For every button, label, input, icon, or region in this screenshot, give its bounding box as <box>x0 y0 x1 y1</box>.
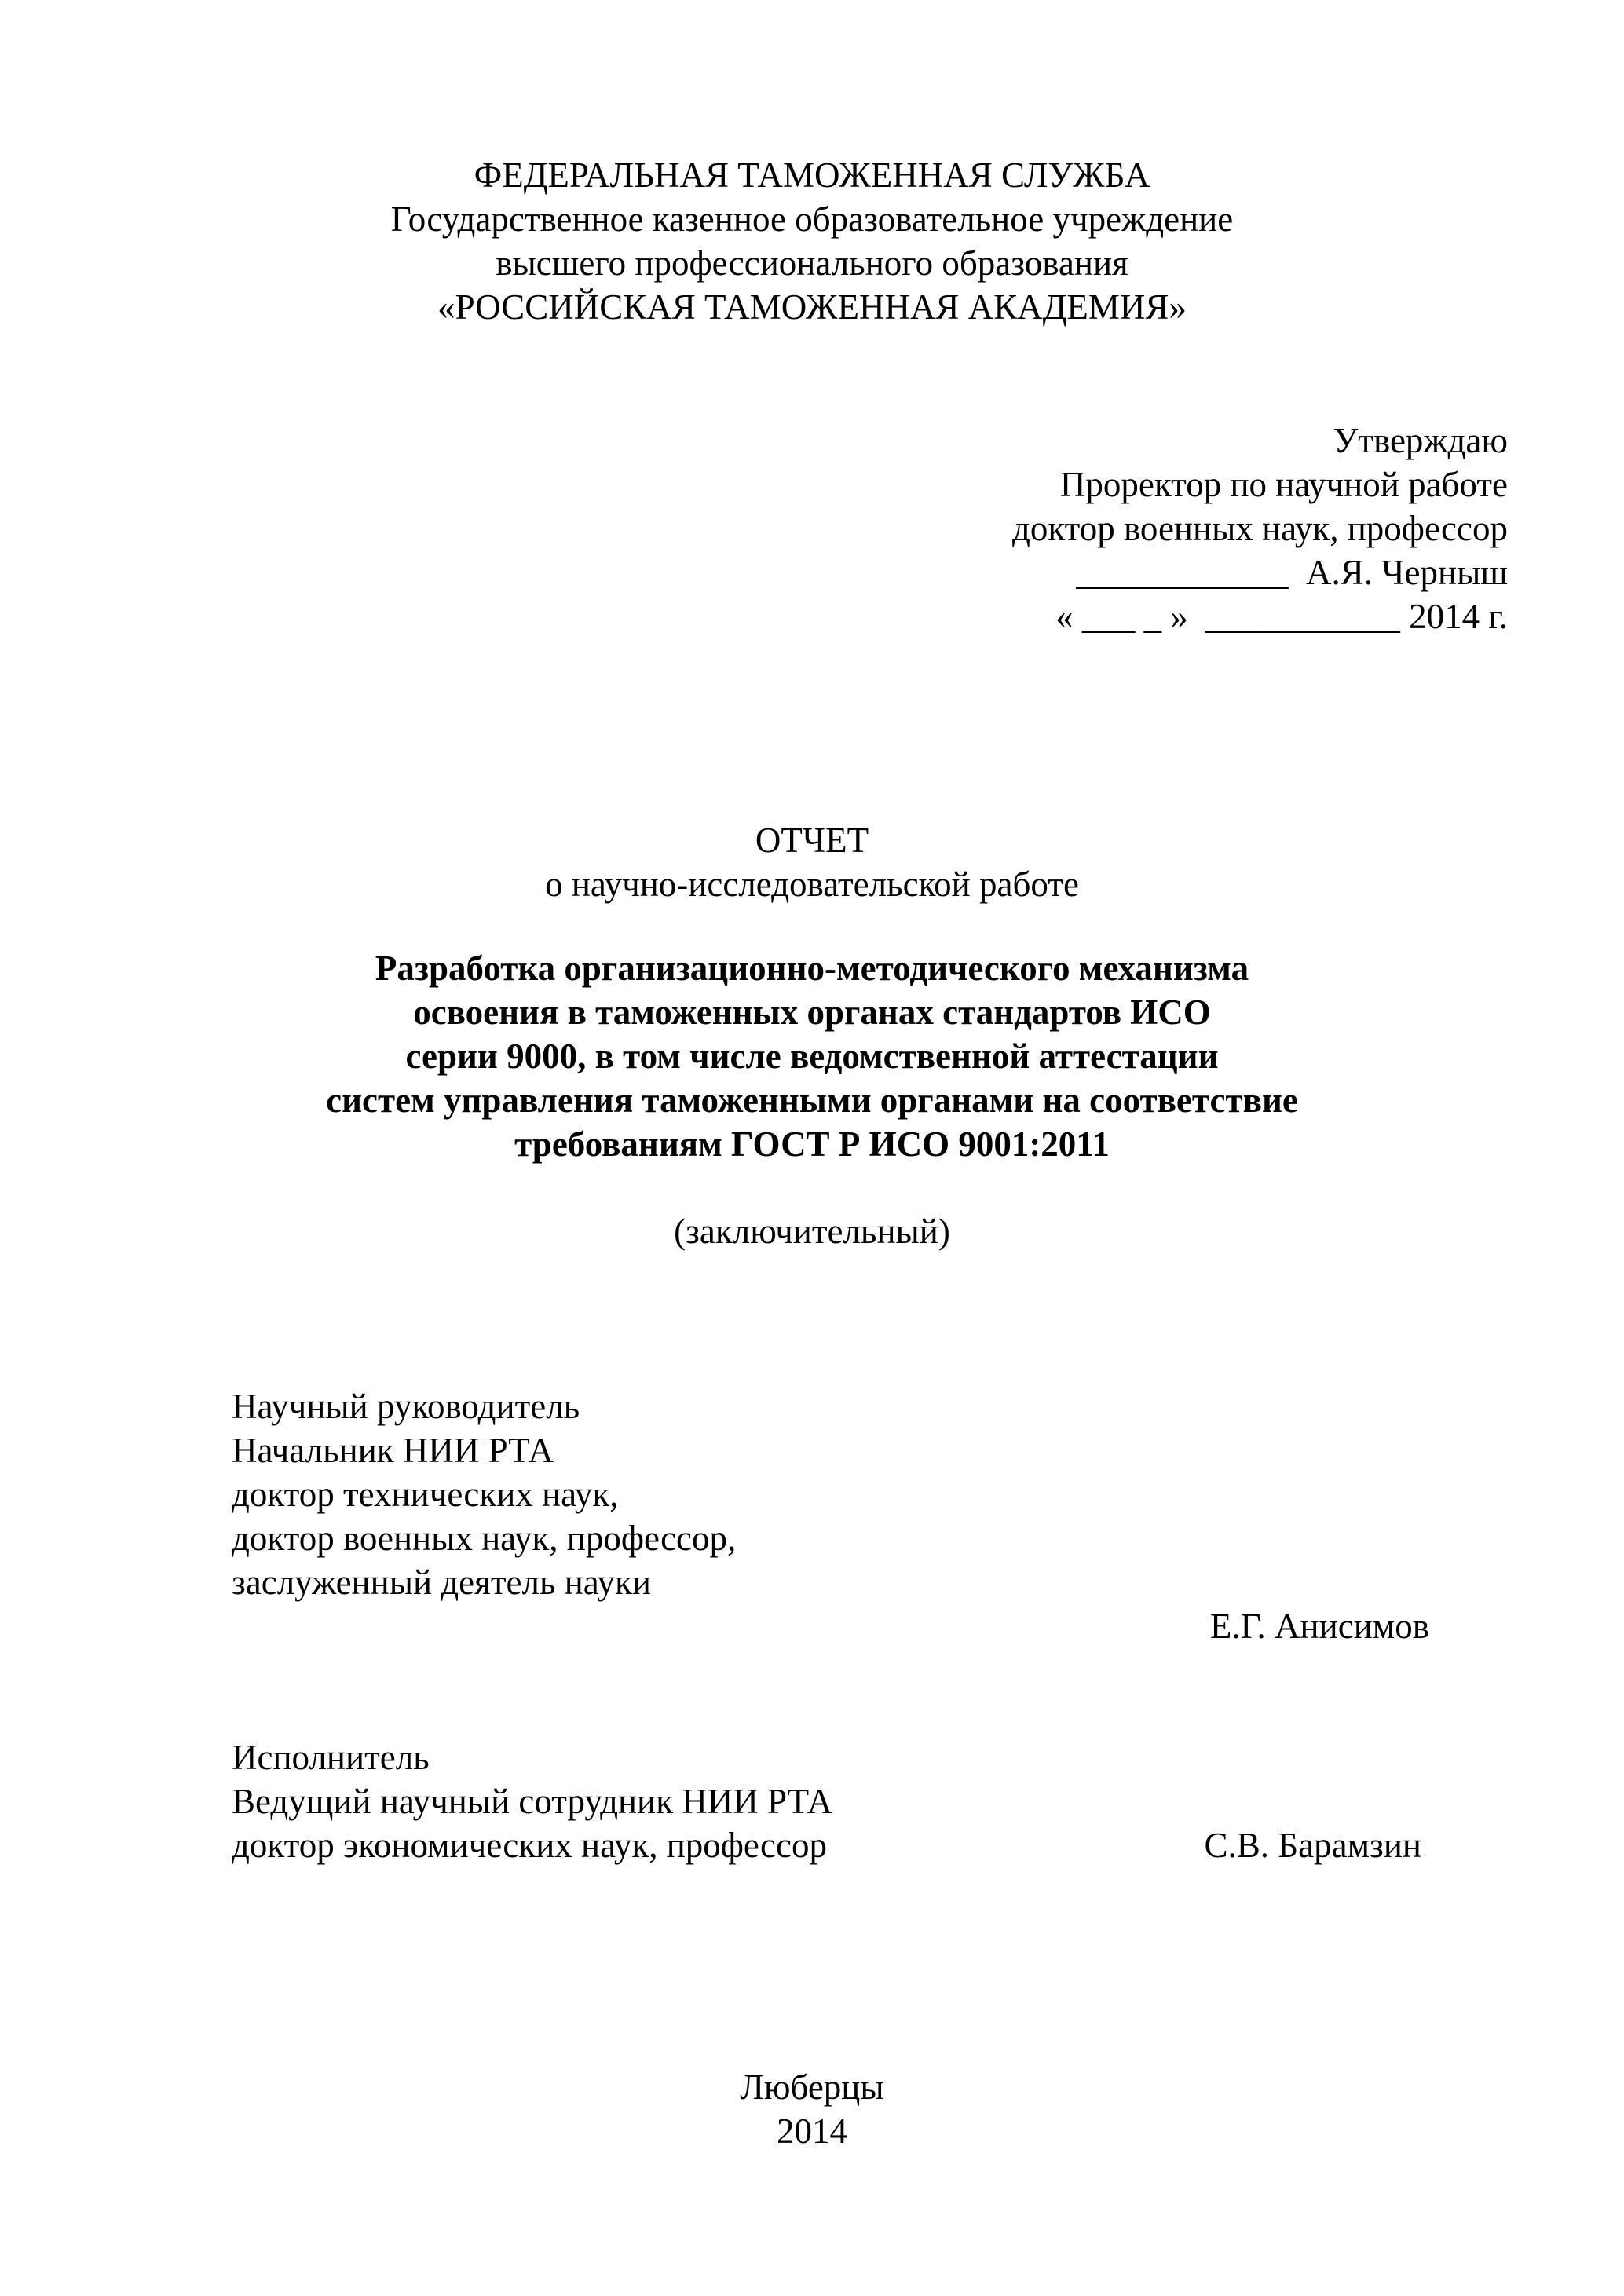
footer-city: Люберцы <box>740 2067 884 2107</box>
approval-line: Утверждаю <box>1333 421 1508 460</box>
header-line: Государственное казенное образовательное учреждение <box>390 199 1234 239</box>
topic-line: требованиям ГОСТ Р ИСО 9001:2011 <box>514 1124 1110 1164</box>
executor-line: Ведущий научный сотрудник НИИ РТА <box>232 1782 833 1821</box>
topic-line: систем управления таможенными органами на соответствие <box>326 1080 1298 1120</box>
approval-signature-line: ____________ А.Я. Черныш <box>1076 553 1508 592</box>
supervisor-name <box>1099 1604 1429 1648</box>
supervisor-line: заслуженный деятель науки <box>232 1563 651 1602</box>
executor-line: доктор экономических наук, профессор <box>232 1826 827 1865</box>
executor-name <box>1099 1823 1421 1867</box>
supervisor-name-text: Е.Г. Анисимов <box>1209 1607 1429 1646</box>
page-footer <box>0 2065 1624 2153</box>
header-line: «РОССИЙСКАЯ ТАМОЖЕННАЯ АКАДЕМИЯ» <box>437 287 1187 327</box>
report-stage <box>0 1209 1624 1253</box>
footer-year: 2014 <box>777 2111 847 2151</box>
report-topic <box>0 946 1624 1166</box>
approval-line: Проректор по научной работе <box>1059 465 1508 504</box>
supervisor-line: Начальник НИИ РТА <box>232 1431 554 1470</box>
approval-line: доктор военных наук, профессор <box>1011 509 1508 548</box>
executor-name-text: С.В. Барамзин <box>1204 1826 1421 1865</box>
stage-label: (заключительный) <box>674 1212 950 1251</box>
approval-date-line: « ___ _ » ___________ 2014 г. <box>1055 597 1508 636</box>
supervisor-block <box>232 1384 1174 1604</box>
supervisor-line: доктор технических наук, <box>232 1475 619 1514</box>
executor-block <box>232 1735 1174 1867</box>
supervisor-line: Научный руководитель <box>232 1387 580 1426</box>
approval-block <box>785 419 1508 638</box>
supervisor-line: доктор военных наук, профессор, <box>232 1519 737 1558</box>
report-title: ОТЧЕТ <box>755 821 869 860</box>
header-line: высшего профессионального образования <box>496 243 1128 283</box>
organization-header <box>0 153 1624 329</box>
executor-line: Исполнитель <box>232 1738 430 1777</box>
topic-line: Разработка организационно-методического механизма <box>375 949 1249 988</box>
report-heading <box>0 818 1624 906</box>
report-subtitle: о научно-исследовательской работе <box>545 865 1079 904</box>
header-line: ФЕДЕРАЛЬНАЯ ТАМОЖЕННАЯ СЛУЖБА <box>474 155 1150 195</box>
topic-line: серии 9000, в том числе ведомственной аттестации <box>405 1036 1219 1076</box>
topic-line: освоения в таможенных органах стандартов ИСО <box>413 993 1211 1032</box>
